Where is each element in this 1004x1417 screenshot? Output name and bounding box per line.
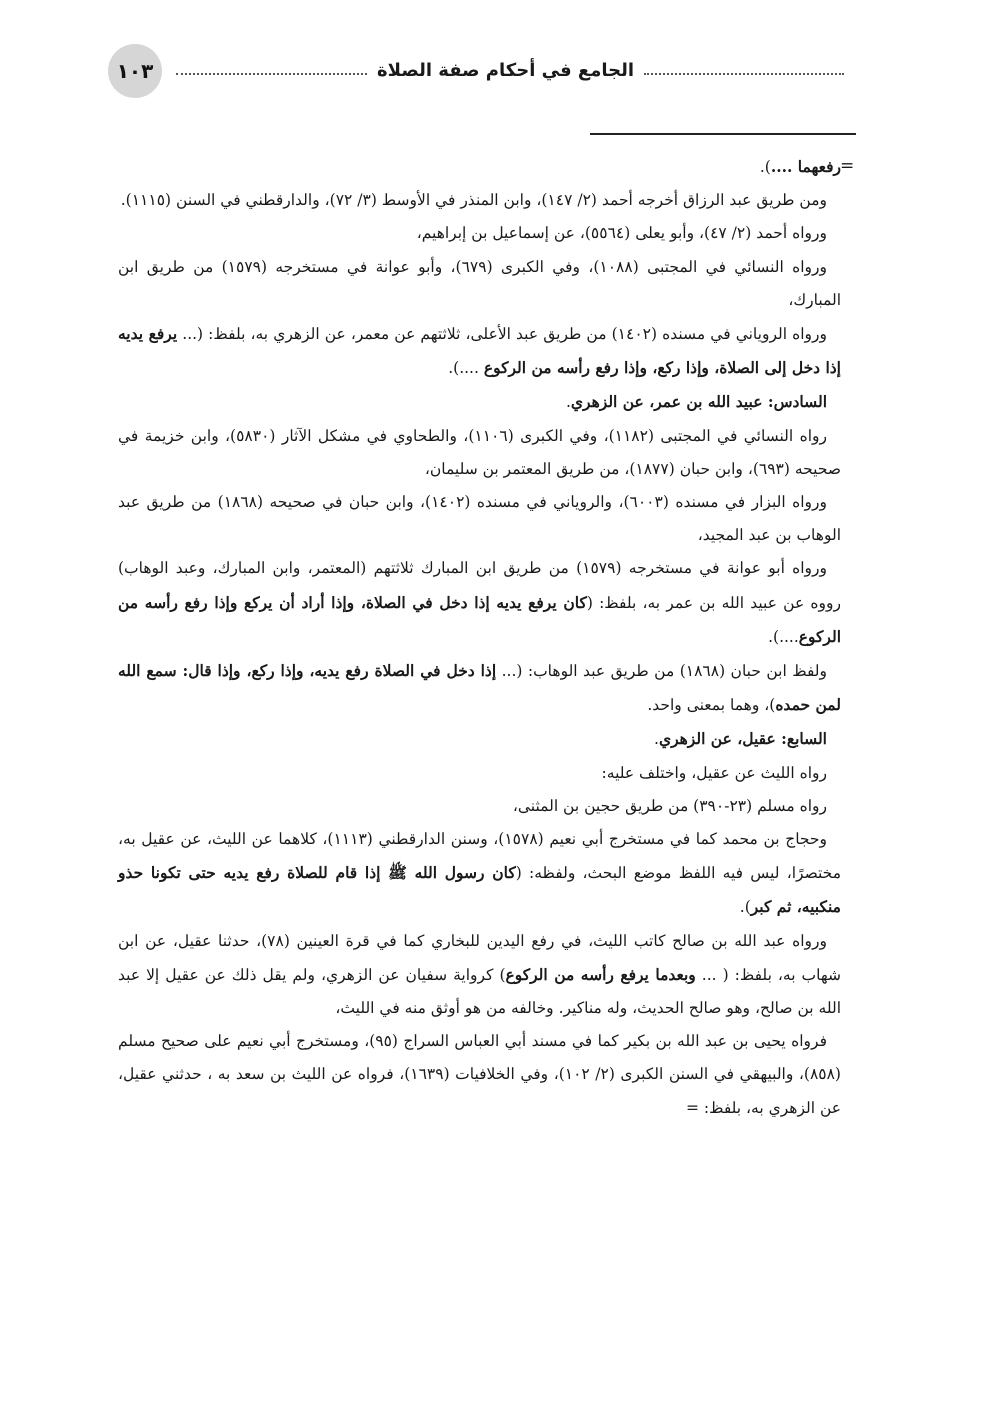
footnote-text: ورواه البزار في مسنده (٦٠٠٣)، والروياني في مسنده (١٤٠٢)، وابن حبان في صحيحه (١٨٦٨) من طريق عبد الوهاب بن عبد المجيد،: [118, 493, 841, 545]
footnote-paragraph: [118, 552, 841, 654]
footnote-paragraph: [118, 790, 841, 823]
footnote-paragraph: [118, 722, 841, 756]
footnote-paragraph: [118, 1025, 841, 1125]
footnote-text: ورواه عبد الله بن صالح كاتب الليث، في رفع اليدين للبخاري كما في قرة العينين (٧٨)، حدثنا عقيل، عن ابن شهاب به، بلفظ: ( ...: [118, 931, 841, 984]
footnote-text: ....).: [768, 627, 799, 646]
footnote-paragraph: [118, 385, 841, 419]
footnote-paragraph: [118, 486, 841, 552]
footnote-text: فرواه يحيى بن عبد الله بن بكير كما في مسند أبي العباس السراج (٩٥)، ومستخرج أبي نعيم على صحيح مسلم (٨٥٨)، والبيهقي في السنن الكبرى (٢/ ١٠٢)، وفي الخلافيات (١٦٣٩)، فرواه عن الليث بن سعد به ، حدثني عقيل، عن الزهري به، بلفظ: =: [118, 1032, 841, 1117]
footnote-text: )، وهما بمعنى واحد.: [647, 696, 776, 715]
footnote-text: ).: [739, 898, 751, 917]
footnote-paragraph: [118, 217, 841, 250]
footnote-text: ورواه النسائي في المجتبى (١٠٨٨)، وفي الكبرى (٦٧٩)، وأبو عوانة في مستخرجه (١٥٧٩) من طريق ابن المبارك،: [118, 257, 841, 309]
footnote-paragraph: [118, 823, 841, 925]
hadith-wording-bold: يرفع يديه إذا دخل إلى الصلاة، وإذا ركع، وإذا رفع رأسه من الركوع: [118, 324, 841, 378]
footnote-text: ).: [759, 158, 771, 176]
footnote-text: ورواه الروياني في مسنده (١٤٠٢) من طريق عبد الأعلى، ثلاثتهم عن معمر، عن الزهري به، بلفظ: (...: [177, 325, 828, 344]
header-dotted-leader-left: [176, 73, 367, 75]
header-dotted-leader-right: [644, 73, 844, 75]
hadith-wording-bold: إذا دخل في الصلاة رفع يديه، وإذا ركع، وإذا قال: سمع الله لمن حمده: [118, 661, 841, 715]
continuation-mark: =: [840, 156, 855, 176]
footnote-text: ورواه أحمد (٢/ ٤٧)، وأبو يعلى (٥٥٦٤)، عن إسماعيل بن إبراهيم،: [416, 224, 827, 243]
hadith-wording-bold: السادس: عبيد الله بن عمر، عن الزهري: [570, 392, 827, 412]
footnote-paragraph: [118, 317, 841, 385]
hadith-wording-bold: كان يرفع يديه إذا دخل في الصلاة، وإذا أراد أن يركع وإذا رفع رأسه من الركوع: [118, 592, 841, 646]
footnote-separator-rule: [590, 133, 856, 135]
page-number-badge: [108, 44, 162, 98]
footnote-paragraph: [118, 184, 841, 217]
footnote-paragraph: [118, 150, 841, 184]
footnote-text: ) كرواية سفيان عن الزهري، ولم يقل ذلك عن عقيل إلا عبد الله بن صالح، وهو صالح الحديث، وله مناكير. وخالفه من هو أوثق منه في الليث،: [118, 965, 841, 1018]
running-title: الجامع في أحكام صفة الصلاة: [377, 59, 634, 81]
hadith-wording-bold: كان رسول الله ﷺ إذا قام للصلاة رفع يديه حتى تكونا حذو منكبيه، ثم كبر: [118, 863, 841, 917]
footnote-text: .: [565, 393, 571, 412]
hadith-wording-bold: رفعهما ....: [770, 157, 841, 176]
footnote-text: ورواه أبو عوانة في مستخرجه (١٥٧٩) من طريق ابن المبارك ثلاثتهم (المعتمر، وابن المبارك، وعبد الوهاب) رووه عن عبيد الله بن عمر به، بلفظ: (: [118, 559, 841, 612]
running-header: [176, 54, 844, 86]
footnote-text: .: [654, 730, 659, 749]
footnote-text: ومن طريق عبد الرزاق أخرجه أحمد (٢/ ١٤٧)، وابن المنذر في الأوسط (٣/ ٧٢)، والدارقطني في السنن (١١١٥).: [120, 191, 827, 210]
hadith-wording-bold: وبعدما يرفع رأسه من الركوع: [505, 964, 696, 984]
footnote-text: رواه الليث عن عقيل، واختلف عليه:: [601, 763, 827, 782]
footnote-text: وحجاج بن محمد كما في مستخرج أبي نعيم (١٥٧٨)، وسنن الدارقطني (١١١٣)، كلاهما عن الليث، عن عقيل به، مختصرًا، ليس فيه اللفظ موضع البحث، ولفظه: (: [118, 830, 841, 883]
hadith-wording-bold: السابع: عقيل، عن الزهري: [658, 729, 827, 749]
footnote-paragraph: [118, 925, 841, 1026]
footnote-text: ولفظ ابن حبان (١٨٦٨) من طريق عبد الوهاب: (...: [496, 662, 828, 681]
footnote-paragraph: [118, 757, 841, 790]
footnote-text: ....).: [448, 359, 484, 378]
page-number: ١٠٣: [116, 59, 154, 83]
footnote-paragraph: [118, 654, 841, 722]
footnote-text: رواه النسائي في المجتبى (١١٨٢)، وفي الكبرى (١١٠٦)، والطحاوي في مشكل الآثار (٥٨٣٠)، وابن خزيمة في صحيحه (٦٩٣)، وابن حبان (١٨٧٧)، من طريق المعتمر بن سليمان،: [118, 426, 841, 478]
footnote-paragraph: [118, 251, 841, 317]
footnote-body: [118, 150, 841, 1125]
footnote-paragraph: [118, 420, 841, 486]
footnote-text: رواه مسلم (٢٣-٣٩٠) من طريق حجين بن المثنى،: [512, 796, 827, 815]
